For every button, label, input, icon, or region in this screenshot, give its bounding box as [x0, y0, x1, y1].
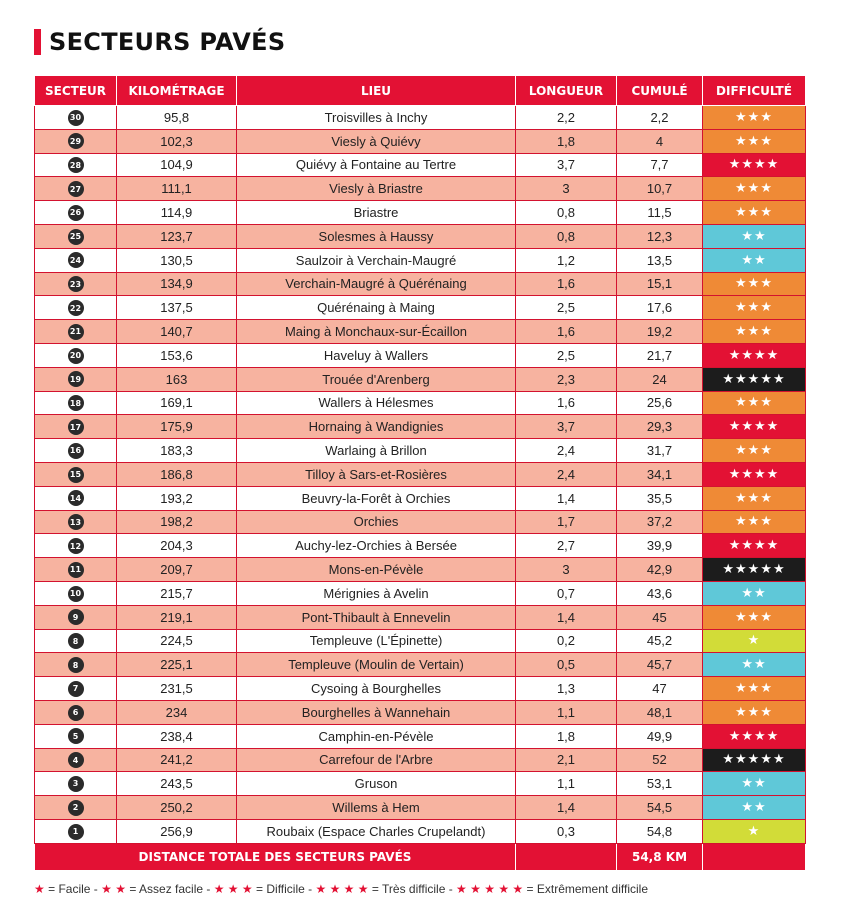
cell-secteur [35, 510, 117, 534]
table-row [35, 320, 806, 344]
table-row [35, 724, 806, 748]
cell-secteur [35, 748, 117, 772]
sector-number-badge: 11 [68, 562, 84, 578]
total-spacer-2 [703, 843, 806, 870]
cell-difficulte-stars: ★★ [703, 224, 806, 248]
table-row [35, 486, 806, 510]
table-row [35, 796, 806, 820]
sector-number-badge: 3 [68, 776, 84, 792]
cell-kilometrage: 104,9 [117, 153, 237, 177]
cell-longueur: 1,4 [516, 486, 617, 510]
cell-longueur: 0,5 [516, 653, 617, 677]
cell-lieu: Willems à Hem [237, 796, 516, 820]
cell-secteur [35, 462, 117, 486]
sector-number-badge: 9 [68, 609, 84, 625]
cell-secteur [35, 153, 117, 177]
cell-cumule: 10,7 [617, 177, 703, 201]
cell-cumule: 45,7 [617, 653, 703, 677]
cell-lieu: Viesly à Quiévy [237, 129, 516, 153]
cell-difficulte-stars: ★★★ [703, 605, 806, 629]
sector-number-badge: 30 [68, 110, 84, 126]
cell-cumule: 37,2 [617, 510, 703, 534]
cell-difficulte-stars: ★★★ [703, 106, 806, 130]
cell-longueur: 0,2 [516, 629, 617, 653]
cell-longueur: 2,5 [516, 296, 617, 320]
cell-lieu: Tilloy à Sars-et-Rosières [237, 462, 516, 486]
cell-lieu: Maing à Monchaux-sur-Écaillon [237, 320, 516, 344]
table-row [35, 201, 806, 225]
cell-cumule: 42,9 [617, 558, 703, 582]
cell-kilometrage: 163 [117, 367, 237, 391]
cell-difficulte-stars: ★★★★ [703, 343, 806, 367]
cell-kilometrage: 102,3 [117, 129, 237, 153]
cell-longueur: 0,7 [516, 581, 617, 605]
header-secteur: SECTEUR [35, 76, 117, 106]
total-spacer [516, 843, 617, 870]
cell-cumule: 54,5 [617, 796, 703, 820]
cell-cumule: 4 [617, 129, 703, 153]
cell-longueur: 1,7 [516, 510, 617, 534]
cell-cumule: 47 [617, 677, 703, 701]
cell-kilometrage: 137,5 [117, 296, 237, 320]
cell-cumule: 54,8 [617, 819, 703, 843]
cell-kilometrage: 234 [117, 700, 237, 724]
cell-lieu: Viesly à Briastre [237, 177, 516, 201]
cell-longueur: 0,8 [516, 201, 617, 225]
cell-secteur [35, 486, 117, 510]
sector-number-badge: 29 [68, 133, 84, 149]
sector-number-badge: 20 [68, 348, 84, 364]
table-row [35, 581, 806, 605]
header-longueur: LONGUEUR [516, 76, 617, 106]
cell-longueur: 2,3 [516, 367, 617, 391]
cell-secteur [35, 439, 117, 463]
cell-secteur [35, 106, 117, 130]
cell-lieu: Haveluy à Wallers [237, 343, 516, 367]
cell-difficulte-stars: ★★ [703, 772, 806, 796]
cell-kilometrage: 225,1 [117, 653, 237, 677]
legend-label: Difficile [266, 882, 305, 896]
sector-number-badge: 21 [68, 324, 84, 340]
cell-difficulte-stars: ★★★★ [703, 724, 806, 748]
cell-lieu: Roubaix (Espace Charles Crupelandt) [237, 819, 516, 843]
cell-kilometrage: 204,3 [117, 534, 237, 558]
cell-difficulte-stars: ★ [703, 629, 806, 653]
cell-longueur: 2,5 [516, 343, 617, 367]
cell-longueur: 2,1 [516, 748, 617, 772]
cell-cumule: 35,5 [617, 486, 703, 510]
cell-cumule: 21,7 [617, 343, 703, 367]
cell-cumule: 45,2 [617, 629, 703, 653]
legend-label: Extrêmement difficile [536, 882, 649, 896]
table-row [35, 629, 806, 653]
cell-lieu: Verchain-Maugré à Quérénaing [237, 272, 516, 296]
cell-lieu: Wallers à Hélesmes [237, 391, 516, 415]
cell-secteur [35, 224, 117, 248]
cell-longueur: 3,7 [516, 153, 617, 177]
cell-difficulte-stars: ★★★★★ [703, 367, 806, 391]
cell-secteur [35, 581, 117, 605]
sector-number-badge: 22 [68, 300, 84, 316]
cell-lieu: Templeuve (Moulin de Vertain) [237, 653, 516, 677]
table-body [35, 106, 806, 844]
cell-kilometrage: 243,5 [117, 772, 237, 796]
cell-cumule: 12,3 [617, 224, 703, 248]
cell-secteur [35, 201, 117, 225]
cell-cumule: 19,2 [617, 320, 703, 344]
cell-cumule: 53,1 [617, 772, 703, 796]
cell-kilometrage: 140,7 [117, 320, 237, 344]
cell-lieu: Auchy-lez-Orchies à Bersée [237, 534, 516, 558]
cell-difficulte-stars: ★★★ [703, 439, 806, 463]
table-row [35, 248, 806, 272]
total-label: DISTANCE TOTALE DES SECTEURS PAVÉS [35, 843, 516, 870]
table-row [35, 653, 806, 677]
cell-longueur: 0,8 [516, 224, 617, 248]
cell-difficulte-stars: ★★ [703, 796, 806, 820]
table-row [35, 391, 806, 415]
table-row [35, 153, 806, 177]
cell-difficulte-stars: ★★ [703, 581, 806, 605]
cell-difficulte-stars: ★★★★ [703, 415, 806, 439]
sector-number-badge: 10 [68, 586, 84, 602]
cell-secteur [35, 320, 117, 344]
cell-longueur: 2,2 [516, 106, 617, 130]
cell-secteur [35, 129, 117, 153]
cell-kilometrage: 111,1 [117, 177, 237, 201]
cell-kilometrage: 224,5 [117, 629, 237, 653]
difficulty-legend: ★ = Facile - ★ ★ = Assez facile - ★ ★ ★ = Difficile - ★ ★ ★ ★ = Très difficile - ★ ★ ★ ★ ★ = Extrêmement difficile [34, 882, 649, 896]
sector-number-badge: 15 [68, 467, 84, 483]
cell-longueur: 1,1 [516, 700, 617, 724]
table-row [35, 819, 806, 843]
cell-kilometrage: 209,7 [117, 558, 237, 582]
sector-number-badge: 24 [68, 252, 84, 268]
cell-cumule: 15,1 [617, 272, 703, 296]
cell-kilometrage: 153,6 [117, 343, 237, 367]
cell-difficulte-stars: ★★★ [703, 296, 806, 320]
cell-difficulte-stars: ★★★ [703, 700, 806, 724]
cell-lieu: Briastre [237, 201, 516, 225]
cell-longueur: 1,1 [516, 772, 617, 796]
page-title: SECTEURS PAVÉS [49, 28, 286, 56]
cell-kilometrage: 250,2 [117, 796, 237, 820]
cell-cumule: 7,7 [617, 153, 703, 177]
cell-lieu: Trouée d'Arenberg [237, 367, 516, 391]
cell-secteur [35, 558, 117, 582]
sector-number-badge: 28 [68, 157, 84, 173]
cell-longueur: 1,2 [516, 248, 617, 272]
cell-lieu: Saulzoir à Verchain-Maugré [237, 248, 516, 272]
table-row [35, 343, 806, 367]
cell-secteur [35, 700, 117, 724]
cell-kilometrage: 193,2 [117, 486, 237, 510]
cell-secteur [35, 534, 117, 558]
table-row [35, 367, 806, 391]
cell-lieu: Bourghelles à Wannehain [237, 700, 516, 724]
cell-lieu: Gruson [237, 772, 516, 796]
cell-longueur: 1,8 [516, 724, 617, 748]
cell-kilometrage: 241,2 [117, 748, 237, 772]
sector-number-badge: 5 [68, 728, 84, 744]
cell-difficulte-stars: ★★ [703, 653, 806, 677]
sector-number-badge: 17 [68, 419, 84, 435]
cell-secteur [35, 415, 117, 439]
table-row [35, 510, 806, 534]
cell-kilometrage: 175,9 [117, 415, 237, 439]
cell-longueur: 2,7 [516, 534, 617, 558]
cell-lieu: Quiévy à Fontaine au Tertre [237, 153, 516, 177]
cell-lieu: Camphin-en-Pévèle [237, 724, 516, 748]
cell-lieu: Carrefour de l'Arbre [237, 748, 516, 772]
cell-secteur [35, 629, 117, 653]
cell-secteur [35, 248, 117, 272]
legend-stars-icon: ★ ★ [101, 882, 126, 896]
cell-cumule: 11,5 [617, 201, 703, 225]
sector-number-badge: 7 [68, 681, 84, 697]
cell-lieu: Warlaing à Brillon [237, 439, 516, 463]
cell-cumule: 43,6 [617, 581, 703, 605]
cell-longueur: 2,4 [516, 439, 617, 463]
table-row [35, 700, 806, 724]
cell-difficulte-stars: ★★★★ [703, 153, 806, 177]
cell-kilometrage: 130,5 [117, 248, 237, 272]
cell-secteur [35, 724, 117, 748]
cell-difficulte-stars: ★★★ [703, 391, 806, 415]
header-kilometrage: KILOMÉTRAGE [117, 76, 237, 106]
legend-stars-icon: ★ ★ ★ [213, 882, 253, 896]
cell-kilometrage: 219,1 [117, 605, 237, 629]
table-row [35, 439, 806, 463]
cell-lieu: Templeuve (L'Épinette) [237, 629, 516, 653]
cell-longueur: 1,8 [516, 129, 617, 153]
table-row [35, 415, 806, 439]
sector-number-badge: 8 [68, 633, 84, 649]
cell-cumule: 29,3 [617, 415, 703, 439]
cell-secteur [35, 367, 117, 391]
table-row [35, 748, 806, 772]
legend-label: Assez facile [139, 882, 204, 896]
sector-number-badge: 19 [68, 371, 84, 387]
sector-number-badge: 2 [68, 800, 84, 816]
cell-kilometrage: 183,3 [117, 439, 237, 463]
cell-cumule: 49,9 [617, 724, 703, 748]
header-lieu: LIEU [237, 76, 516, 106]
sector-number-badge: 12 [68, 538, 84, 554]
cell-secteur [35, 343, 117, 367]
cell-longueur: 3 [516, 177, 617, 201]
sector-number-badge: 18 [68, 395, 84, 411]
cell-longueur: 1,3 [516, 677, 617, 701]
legend-label: Facile [58, 882, 91, 896]
cell-cumule: 17,6 [617, 296, 703, 320]
sector-number-badge: 16 [68, 443, 84, 459]
cell-kilometrage: 123,7 [117, 224, 237, 248]
cell-kilometrage: 238,4 [117, 724, 237, 748]
cell-difficulte-stars: ★★★★ [703, 462, 806, 486]
legend-stars-icon: ★ [34, 882, 45, 896]
cell-difficulte-stars: ★★★ [703, 201, 806, 225]
table-row [35, 677, 806, 701]
sector-number-badge: 14 [68, 490, 84, 506]
cell-cumule: 13,5 [617, 248, 703, 272]
page-title-wrap [34, 26, 285, 58]
table-row [35, 462, 806, 486]
cell-kilometrage: 134,9 [117, 272, 237, 296]
cell-secteur [35, 605, 117, 629]
sector-number-badge: 6 [68, 705, 84, 721]
cell-kilometrage: 186,8 [117, 462, 237, 486]
sector-number-badge: 23 [68, 276, 84, 292]
sector-number-badge: 27 [68, 181, 84, 197]
cell-longueur: 2,4 [516, 462, 617, 486]
sector-number-badge: 13 [68, 514, 84, 530]
header-cumule: CUMULÉ [617, 76, 703, 106]
cell-cumule: 31,7 [617, 439, 703, 463]
cell-cumule: 34,1 [617, 462, 703, 486]
cell-kilometrage: 231,5 [117, 677, 237, 701]
cell-kilometrage: 114,9 [117, 201, 237, 225]
cell-difficulte-stars: ★★★ [703, 272, 806, 296]
cell-kilometrage: 198,2 [117, 510, 237, 534]
cell-difficulte-stars: ★ [703, 819, 806, 843]
cell-cumule: 39,9 [617, 534, 703, 558]
cell-difficulte-stars: ★★★★ [703, 534, 806, 558]
table-row [35, 177, 806, 201]
cell-secteur [35, 819, 117, 843]
table-row [35, 296, 806, 320]
cell-lieu: Orchies [237, 510, 516, 534]
cell-secteur [35, 653, 117, 677]
legend-stars-icon: ★ ★ ★ ★ ★ [456, 882, 524, 896]
cobble-sectors-table [34, 75, 806, 871]
cell-secteur [35, 772, 117, 796]
cell-lieu: Quérénaing à Maing [237, 296, 516, 320]
cell-longueur: 1,6 [516, 272, 617, 296]
cell-lieu: Beuvry-la-Forêt à Orchies [237, 486, 516, 510]
cell-lieu: Hornaing à Wandignies [237, 415, 516, 439]
cell-lieu: Solesmes à Haussy [237, 224, 516, 248]
cell-cumule: 2,2 [617, 106, 703, 130]
cell-kilometrage: 215,7 [117, 581, 237, 605]
header-difficulte: DIFFICULTÉ [703, 76, 806, 106]
cell-difficulte-stars: ★★★★★ [703, 558, 806, 582]
cell-difficulte-stars: ★★★ [703, 320, 806, 344]
cell-cumule: 45 [617, 605, 703, 629]
cell-kilometrage: 256,9 [117, 819, 237, 843]
cell-longueur: 0,3 [516, 819, 617, 843]
cell-longueur: 1,4 [516, 605, 617, 629]
cell-secteur [35, 796, 117, 820]
table-row [35, 605, 806, 629]
cell-cumule: 24 [617, 367, 703, 391]
cell-difficulte-stars: ★★ [703, 248, 806, 272]
cell-lieu: Pont-Thibault à Ennevelin [237, 605, 516, 629]
cell-secteur [35, 391, 117, 415]
sector-number-badge: 25 [68, 229, 84, 245]
cell-longueur: 1,6 [516, 320, 617, 344]
cell-cumule: 48,1 [617, 700, 703, 724]
sector-number-badge: 1 [68, 824, 84, 840]
table-row [35, 534, 806, 558]
table-row [35, 272, 806, 296]
legend-label: Très difficile [382, 882, 446, 896]
cell-longueur: 3,7 [516, 415, 617, 439]
cell-difficulte-stars: ★★★ [703, 510, 806, 534]
cell-lieu: Troisvilles à Inchy [237, 106, 516, 130]
table-row [35, 224, 806, 248]
cell-secteur [35, 177, 117, 201]
cell-lieu: Mons-en-Pévèle [237, 558, 516, 582]
cell-lieu: Cysoing à Bourghelles [237, 677, 516, 701]
cell-longueur: 3 [516, 558, 617, 582]
cell-difficulte-stars: ★★★ [703, 177, 806, 201]
cell-difficulte-stars: ★★★★★ [703, 748, 806, 772]
table-row [35, 129, 806, 153]
cell-secteur [35, 296, 117, 320]
cell-cumule: 25,6 [617, 391, 703, 415]
cell-longueur: 1,4 [516, 796, 617, 820]
table-row [35, 558, 806, 582]
cell-secteur [35, 677, 117, 701]
table-header-row [35, 76, 806, 106]
cell-difficulte-stars: ★★★ [703, 486, 806, 510]
table-row [35, 106, 806, 130]
sector-number-badge: 8 [68, 657, 84, 673]
title-accent-bar [34, 29, 41, 55]
cell-longueur: 1,6 [516, 391, 617, 415]
sector-number-badge: 26 [68, 205, 84, 221]
table-row [35, 772, 806, 796]
cell-cumule: 52 [617, 748, 703, 772]
cell-difficulte-stars: ★★★ [703, 129, 806, 153]
total-row [35, 843, 806, 870]
legend-stars-icon: ★ ★ ★ ★ [315, 882, 369, 896]
cell-secteur [35, 272, 117, 296]
cell-kilometrage: 95,8 [117, 106, 237, 130]
cell-lieu: Mérignies à Avelin [237, 581, 516, 605]
sector-number-badge: 4 [68, 752, 84, 768]
total-value: 54,8 KM [617, 843, 703, 870]
cell-kilometrage: 169,1 [117, 391, 237, 415]
cell-difficulte-stars: ★★★ [703, 677, 806, 701]
